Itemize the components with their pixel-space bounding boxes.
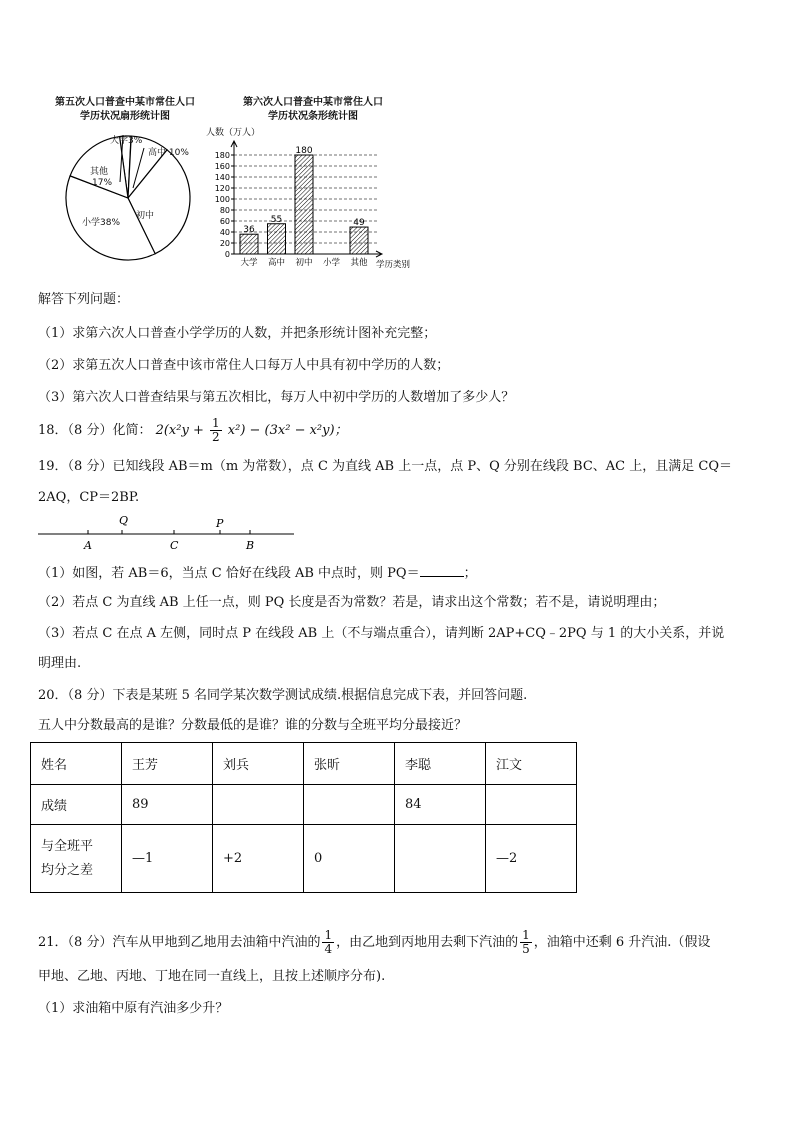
y-tick-label: 120 (214, 184, 230, 193)
label-P: P (216, 517, 224, 530)
table-cell: —2 (486, 825, 577, 893)
bar-title-line1: 第六次人口普查中某市常住人口 (243, 97, 383, 108)
bar-其他 (350, 227, 368, 254)
x-tick-label: 高中 (267, 258, 286, 268)
q19-part2: （2）若点 C 为直线 AB 上任一点，则 PQ 长度是否为常数？若是，请求出这个常数；若不是，请说明理由； (38, 595, 666, 610)
table-cell[interactable] (395, 825, 486, 893)
table-cell: —1 (122, 825, 213, 893)
x-tick-label: 其他 (350, 258, 368, 268)
bar-chart (200, 138, 440, 273)
score-table (30, 742, 577, 893)
y-tick-label: 40 (219, 228, 230, 237)
q19-part3a: （3）若点 C 在点 A 左侧，同时点 P 在线段 AB 上（不与端点重合），请判断 2AP+CQ﹣2PQ 与 1 的大小关系，并说 (38, 626, 725, 641)
label-C: C (170, 539, 179, 552)
q18-frac-num: 1 (212, 416, 220, 430)
q18-expr-a: 2(x²y + (155, 423, 204, 438)
bar-大学 (240, 234, 258, 254)
pie-label-junior: 初中 (136, 211, 155, 221)
q21-text-a: 21．（8 分）汽车从甲地到乙地用去油箱中汽油的 (38, 935, 321, 950)
pie-label-high: 高中 10% (148, 148, 189, 158)
q21-line2: 甲地、乙地、丙地、丁地在同一直线上，且按上述顺序分布). (38, 969, 386, 984)
y-tick-label: 100 (214, 195, 230, 204)
q18-fraction (210, 417, 222, 444)
q18-expr-b: x²) − (3x² − x²y)； (227, 423, 348, 438)
q19-part3b: 明理由. (38, 656, 82, 671)
pie-label-other-name: 其他 (90, 167, 109, 177)
y-tick-label: 140 (214, 173, 230, 182)
y-tick-label: 60 (219, 217, 230, 226)
x-tick-label: 大学 (240, 258, 258, 268)
label-A: A (84, 539, 92, 552)
table-cell[interactable] (304, 785, 395, 825)
q20-line2: 五人中分数最高的是谁？分数最低的是谁？谁的分数与全班平均分最接近？ (38, 718, 468, 733)
table-cell (31, 825, 122, 893)
table-cell: 李聪 (395, 743, 486, 785)
segment-figure (36, 512, 298, 554)
q21-line1 (38, 929, 710, 957)
bar-初中 (295, 155, 313, 254)
y-tick-label: 20 (219, 239, 230, 248)
table-cell: 刘兵 (213, 743, 304, 785)
q19-line1: 19．（8 分）已知线段 AB＝m（m 为常数），点 C 为直线 AB 上一点，点 P、Q 分别在线段 BC、AC 上，且满足 CQ＝ (38, 459, 732, 474)
q18-line (38, 417, 348, 444)
x-tick-label: 小学 (322, 258, 341, 268)
q21-fraction-1 (322, 929, 334, 956)
bar-高中 (268, 224, 286, 254)
q21-frac1-num: 1 (324, 928, 333, 942)
table-cell: 江文 (486, 743, 577, 785)
q19-part1-text: （1）如图，若 AB＝6，当点 C 恰好在线段 AB 中点时，则 PQ＝ (38, 566, 420, 581)
x-axis-label: 学历类别 (376, 260, 411, 270)
q21-text-b: ，由乙地到丙地用去剩下汽油的 (336, 935, 519, 950)
bar-value-label: 180 (295, 146, 313, 156)
table-cell[interactable] (213, 785, 304, 825)
label-Q: Q (119, 514, 129, 527)
y-tick-label: 0 (224, 250, 230, 259)
table-row-names (31, 743, 577, 785)
diff-label-line1: 与全班平 (41, 838, 94, 854)
bar-value-label: 55 (270, 214, 283, 225)
q21-frac2-den: 5 (522, 942, 530, 956)
q18-head: 18．（8 分）化简： (38, 423, 152, 438)
q21-fraction-2 (520, 929, 532, 956)
label-B: B (246, 539, 255, 552)
q19-part1-end: ； (463, 566, 477, 581)
q21-text-c: ，油箱中还剩 6 升汽油.（假设 (533, 935, 711, 950)
q17-part1: （1）求第六次人口普查小学学历的人数，并把条形统计图补充完整； (38, 326, 437, 341)
q18-frac-den: 2 (212, 430, 220, 444)
table-row-scores (31, 785, 577, 825)
q17-part3: （3）第六次人口普查结果与第五次相比，每万人中初中学历的人数增加了多少人？ (38, 390, 515, 405)
table-cell: 姓名 (31, 743, 122, 785)
table-cell: 张昕 (304, 743, 395, 785)
diff-label-line2: 均分之差 (41, 862, 94, 878)
pie-label-other-pct: 17% (92, 178, 113, 188)
q17-part2: （2）求第五次人口普查中该市常住人口每万人中具有初中学历的人数； (38, 358, 450, 373)
q21-frac1-den: 4 (324, 942, 333, 956)
table-cell: 0 (304, 825, 395, 893)
bar-y-axis-label: 人数（万人） (206, 128, 261, 138)
q19-line2: 2AQ，CP＝2BP. (38, 490, 140, 505)
y-tick-label: 80 (219, 206, 230, 215)
pie-title-line2: 学历状况扇形统计图 (80, 111, 170, 122)
y-tick-label: 180 (214, 151, 230, 160)
pie-label-university: 大学3% (110, 136, 143, 146)
pie-title-line1: 第五次人口普查中某市常住人口 (55, 97, 195, 108)
q17-intro: 解答下列问题： (38, 292, 130, 307)
pie-label-primary: 小学38% (82, 218, 121, 228)
table-cell: +2 (213, 825, 304, 893)
table-cell[interactable] (486, 785, 577, 825)
table-cell: 89 (122, 785, 213, 825)
x-tick-label: 初中 (295, 258, 313, 268)
table-cell: 成绩 (31, 785, 122, 825)
q19-part1 (38, 564, 477, 582)
bar-title-line2: 学历状况条形统计图 (268, 111, 358, 122)
bar-value-label: 49 (353, 218, 365, 229)
q20-line1: 20．（8 分）下表是某班 5 名同学某次数学测试成绩.根据信息完成下表，并回答问题. (38, 688, 528, 703)
answer-blank[interactable] (420, 564, 464, 577)
q21-part1: （1）求油箱中原有汽油多少升？ (38, 1001, 229, 1016)
table-row-diffs (31, 825, 577, 893)
pie-chart-title (40, 96, 210, 124)
table-cell: 王芳 (122, 743, 213, 785)
bar-value-label: 36 (243, 225, 255, 236)
bar-chart-title (228, 96, 398, 124)
q21-frac2-num: 1 (522, 928, 530, 942)
table-cell: 84 (395, 785, 486, 825)
y-tick-label: 160 (214, 162, 230, 171)
